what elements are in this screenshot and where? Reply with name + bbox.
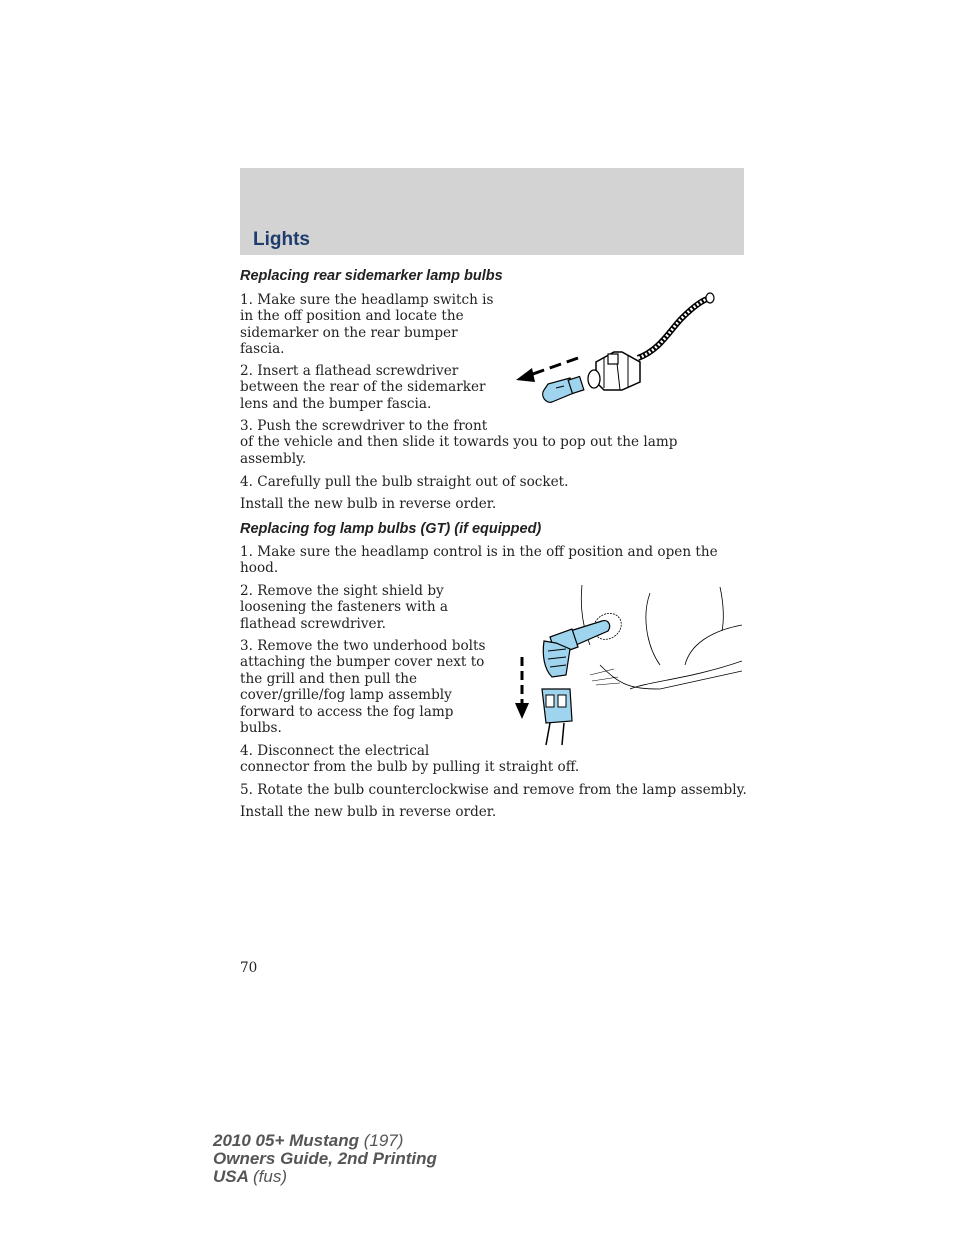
connector-wires (546, 723, 564, 745)
section-heading-fog-lamp: Replacing fog lamp bulbs (GT) (if equipped) (240, 521, 542, 537)
fog-install-note: Install the new bulb in reverse order. (240, 804, 497, 820)
fog-step-5: 5. Rotate the bulb counterclockwise and remove from the lamp assembly. (240, 782, 747, 798)
footer-guide-edition: Owners Guide, 2nd Printing (213, 1149, 437, 1168)
fog-lamp-bulb-illustration (510, 585, 742, 750)
footer-model-code: (197) (363, 1131, 404, 1150)
section-header-bar (240, 168, 744, 255)
sidemarker-step-3: 3. Push the screwdriver to the front of the vehicle and then slide it towards you to pop out the lamp assembly. (240, 418, 678, 467)
fog-step-4: 4. Disconnect the electrical connector from the bulb by pulling it straight off. (240, 743, 580, 776)
sidemarker-bulb-illustration (510, 290, 730, 420)
arrow-down-icon (515, 703, 529, 719)
fog-step-2: 2. Remove the sight shield by loosening the fasteners with a flathead screwdriver. (240, 583, 449, 632)
sidemarker-install-note: Install the new bulb in reverse order. (240, 496, 497, 512)
sidemarker-step-4: 4. Carefully pull the bulb straight out of socket. (240, 474, 569, 490)
socket-wire (638, 298, 710, 358)
fog-step-3: 3. Remove the two underhood bolts attaching the bumper cover next to the grill and then pull the cover/grille/fog lamp assembly forward to access the fog lamp bulbs. (240, 638, 486, 737)
footer-market-code: (fus) (253, 1167, 287, 1186)
footer-market: USA (213, 1167, 249, 1186)
removal-arrow-line (530, 358, 578, 375)
sidemarker-step-2: 2. Insert a flathead screwdriver between the rear of the sidemarker lens and the bumper fascia. (240, 363, 486, 412)
document-footer (213, 1132, 437, 1186)
page-section-title: Lights (253, 229, 310, 250)
section-heading-sidemarker: Replacing rear sidemarker lamp bulbs (240, 268, 503, 284)
arrow-head-icon (516, 368, 535, 382)
page-number: 70 (240, 960, 258, 976)
sidemarker-step-1: 1. Make sure the headlamp switch is in the off position and locate the sidemarker on the rear bumper fascia. (240, 292, 494, 358)
footer-model: 2010 05+ Mustang (213, 1131, 359, 1150)
fog-step-1: 1. Make sure the headlamp control is in the off position and open the hood. (240, 544, 718, 577)
